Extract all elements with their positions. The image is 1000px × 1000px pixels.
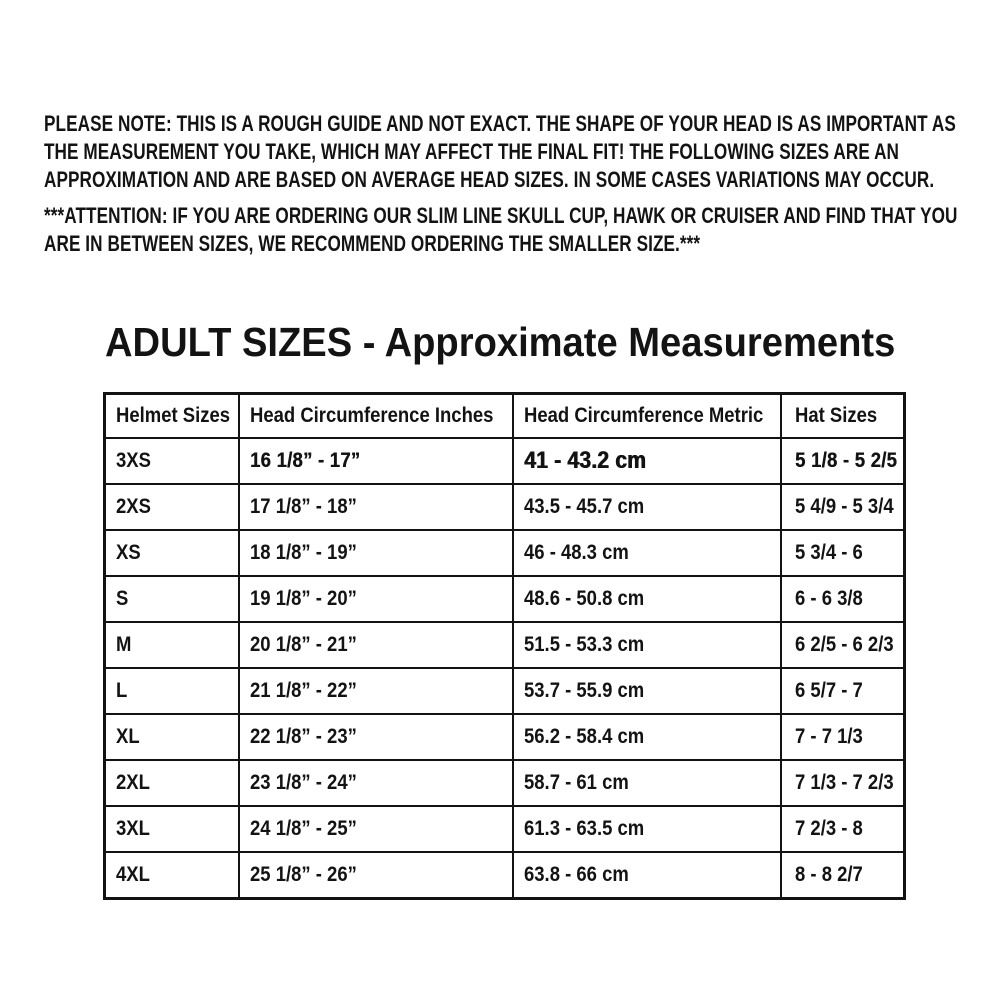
cell-text: 19 1/8” - 20” bbox=[249, 587, 357, 610]
table-cell bbox=[781, 622, 905, 668]
column-header-label: Hat Sizes bbox=[794, 404, 877, 427]
attention-paragraph: ***ATTENTION: IF YOU ARE ORDERING OUR SLIM LINE SKULL CUP, HAWK OR CRUISER AND FIND THAT YOU ARE IN BETWEEN SIZES, WE RECOMMEND ORDERING THE SMALLER SIZE.*** bbox=[44, 203, 958, 256]
table-cell bbox=[513, 806, 781, 852]
note-paragraph: PLEASE NOTE: THIS IS A ROUGH GUIDE AND NOT EXACT. THE SHAPE OF YOUR HEAD IS AS IMPORTANT AS THE MEASUREMENT YOU TAKE, WHICH MAY AFFECT THE FINAL FIT! THE FOLLOWING SIZES ARE AN APPROXIMATION AND ARE BASED ON AVERAGE HEAD SIZES. IN SOME CASES VARIATIONS MAY OCCUR. bbox=[44, 111, 956, 192]
cell-text: 20 1/8” - 21” bbox=[249, 633, 357, 656]
column-header-label: Helmet Sizes bbox=[116, 404, 231, 427]
table-cell bbox=[239, 484, 513, 530]
table-row bbox=[105, 668, 905, 714]
table-cell bbox=[781, 576, 905, 622]
cell-text: 7 2/3 - 8 bbox=[794, 817, 863, 840]
cell-text: 51.5 - 53.3 cm bbox=[523, 633, 644, 656]
table-row bbox=[105, 438, 905, 484]
cell-text: 4XL bbox=[116, 863, 150, 886]
cell-text: 21 1/8” - 22” bbox=[249, 679, 357, 702]
cell-text: 56.2 - 58.4 cm bbox=[523, 725, 644, 748]
cell-text: 63.8 - 66 cm bbox=[523, 863, 629, 886]
column-header-circumference-metric bbox=[513, 394, 781, 439]
table-row bbox=[105, 484, 905, 530]
table-row bbox=[105, 806, 905, 852]
table-cell bbox=[513, 714, 781, 760]
table-cell bbox=[105, 852, 239, 899]
table-row bbox=[105, 760, 905, 806]
table-cell bbox=[239, 852, 513, 899]
cell-text: 5 3/4 - 6 bbox=[794, 541, 863, 564]
cell-text: 5 4/9 - 5 3/4 bbox=[794, 495, 894, 518]
table-cell bbox=[513, 576, 781, 622]
table-cell bbox=[513, 622, 781, 668]
cell-text: 22 1/8” - 23” bbox=[249, 725, 357, 748]
cell-text: 43.5 - 45.7 cm bbox=[523, 495, 644, 518]
table-cell bbox=[105, 530, 239, 576]
cell-text: 7 - 7 1/3 bbox=[794, 725, 863, 748]
cell-text: 46 - 48.3 cm bbox=[523, 541, 629, 564]
table-cell bbox=[239, 530, 513, 576]
table-cell bbox=[239, 668, 513, 714]
cell-text: 8 - 8 2/7 bbox=[794, 863, 863, 886]
cell-text: 2XS bbox=[116, 495, 151, 518]
cell-text: 17 1/8” - 18” bbox=[249, 495, 357, 518]
column-header-label: Head Circumference Inches bbox=[249, 404, 493, 427]
column-header-label: Head Circumference Metric bbox=[523, 404, 763, 427]
cell-text: 3XS bbox=[116, 449, 151, 472]
cell-text: L bbox=[116, 679, 128, 702]
table-row bbox=[105, 852, 905, 899]
cell-text: 58.7 - 61 cm bbox=[523, 771, 629, 794]
column-header-helmet-sizes bbox=[105, 394, 239, 439]
table-body bbox=[105, 438, 905, 899]
cell-text: 2XL bbox=[116, 771, 150, 794]
table-cell bbox=[239, 806, 513, 852]
table-cell bbox=[105, 576, 239, 622]
cell-text: 6 2/5 - 6 2/3 bbox=[794, 633, 894, 656]
cell-text: 48.6 - 50.8 cm bbox=[523, 587, 644, 610]
table-cell bbox=[781, 806, 905, 852]
cell-text: 61.3 - 63.5 cm bbox=[523, 817, 644, 840]
table-row bbox=[105, 530, 905, 576]
table-cell bbox=[105, 806, 239, 852]
table-cell bbox=[239, 760, 513, 806]
table-cell bbox=[781, 668, 905, 714]
table-cell bbox=[513, 760, 781, 806]
cell-text: 5 1/8 - 5 2/5 bbox=[794, 449, 897, 472]
table-row bbox=[105, 576, 905, 622]
table-cell bbox=[513, 852, 781, 899]
column-header-circumference-inches bbox=[239, 394, 513, 439]
table-cell bbox=[513, 530, 781, 576]
table-cell bbox=[781, 852, 905, 899]
cell-text: 25 1/8” - 26” bbox=[249, 863, 357, 886]
table-cell bbox=[105, 714, 239, 760]
column-header-hat-sizes bbox=[781, 394, 905, 439]
table-cell bbox=[105, 438, 239, 484]
table-cell bbox=[239, 576, 513, 622]
cell-text: XS bbox=[116, 541, 141, 564]
table-row bbox=[105, 622, 905, 668]
page-title: ADULT SIZES - Approximate Measurements bbox=[105, 319, 896, 365]
cell-text: 7 1/3 - 7 2/3 bbox=[794, 771, 894, 794]
table-cell bbox=[239, 714, 513, 760]
table-cell bbox=[513, 484, 781, 530]
table-cell bbox=[781, 484, 905, 530]
table-cell bbox=[105, 484, 239, 530]
cell-text: 16 1/8” - 17” bbox=[249, 449, 360, 472]
cell-text: 3XL bbox=[116, 817, 150, 840]
table-cell bbox=[513, 668, 781, 714]
table-cell bbox=[105, 760, 239, 806]
cell-text: 6 5/7 - 7 bbox=[794, 679, 863, 702]
table-cell bbox=[513, 438, 781, 484]
table-row bbox=[105, 714, 905, 760]
cell-text: 6 - 6 3/8 bbox=[794, 587, 863, 610]
table-cell bbox=[781, 438, 905, 484]
cell-text: 24 1/8” - 25” bbox=[249, 817, 357, 840]
table-cell bbox=[781, 714, 905, 760]
table-header-row bbox=[105, 394, 905, 439]
cell-text: 23 1/8” - 24” bbox=[249, 771, 357, 794]
table-cell bbox=[781, 760, 905, 806]
table-cell bbox=[239, 438, 513, 484]
table-cell bbox=[781, 530, 905, 576]
cell-text: XL bbox=[116, 725, 140, 748]
cell-text: S bbox=[116, 587, 129, 610]
adult-sizes-table bbox=[103, 392, 906, 900]
cell-text: 41 - 43.2 cm bbox=[523, 447, 646, 474]
cell-text: M bbox=[116, 633, 132, 656]
cell-text: 18 1/8” - 19” bbox=[249, 541, 357, 564]
table-cell bbox=[105, 668, 239, 714]
table-cell bbox=[105, 622, 239, 668]
cell-text: 53.7 - 55.9 cm bbox=[523, 679, 644, 702]
table-cell bbox=[239, 622, 513, 668]
